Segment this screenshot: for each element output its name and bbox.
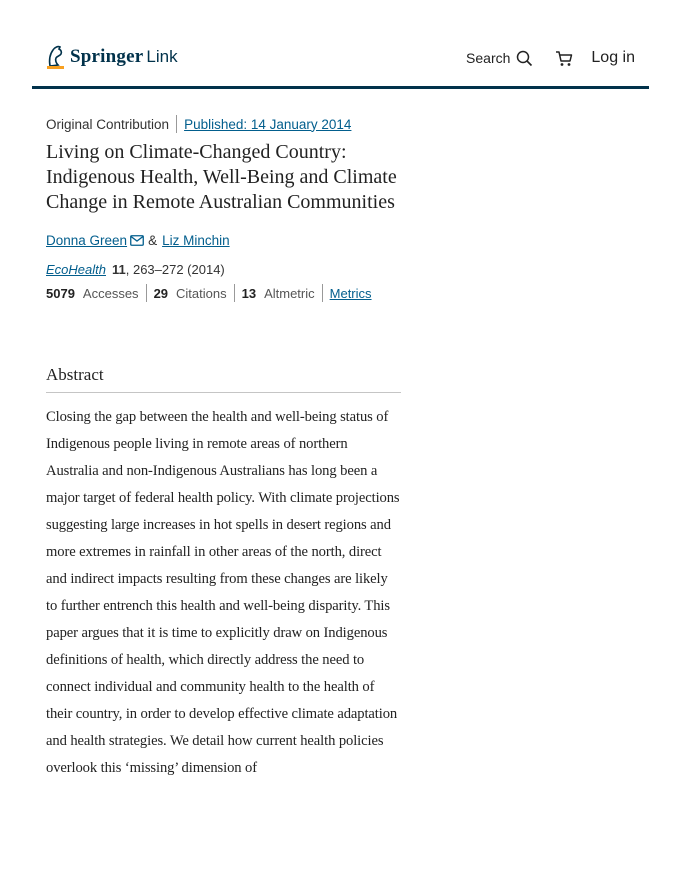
mail-icon xyxy=(130,235,144,246)
author-link[interactable]: Liz Minchin xyxy=(162,233,230,248)
header-nav xyxy=(466,49,635,67)
article-metrics xyxy=(46,283,402,303)
journal-volume: 11 xyxy=(111,262,126,277)
cart-icon xyxy=(555,50,573,67)
author-list xyxy=(46,233,402,248)
article-header xyxy=(46,114,402,303)
metrics-divider xyxy=(322,284,323,302)
citations-label: Citations xyxy=(176,285,227,301)
article-type: Original Contribution xyxy=(46,116,170,132)
abstract-heading: Abstract xyxy=(46,364,401,393)
article-meta xyxy=(46,114,402,134)
abstract-section xyxy=(46,364,401,782)
search-icon xyxy=(516,50,533,67)
journal-citation xyxy=(46,262,402,277)
accesses-count: 5079 xyxy=(46,285,75,301)
login-link[interactable]: Log in xyxy=(591,49,635,66)
altmetric-count: 13 xyxy=(241,285,257,301)
metrics-divider xyxy=(146,284,147,302)
citations-count: 29 xyxy=(153,285,169,301)
metrics-link[interactable]: Metrics xyxy=(329,285,372,301)
journal-pages-year: , 263–272 (2014) xyxy=(125,262,225,277)
springer-horse-icon xyxy=(44,44,66,70)
altmetric-label: Altmetric xyxy=(264,285,315,301)
logo-link: Link xyxy=(146,47,178,66)
article-title: Living on Climate-Changed Country: Indigenous Health, Well-Being and Climate Change in Remote Australian Communities xyxy=(46,141,397,213)
metrics-divider xyxy=(234,284,235,302)
logo-text xyxy=(70,46,178,68)
springer-link-logo[interactable] xyxy=(44,44,178,70)
site-header xyxy=(32,40,649,89)
cart-button[interactable] xyxy=(555,50,573,67)
journal-link[interactable]: EcoHealth xyxy=(46,262,106,277)
published-date-link[interactable]: Published: 14 January 2014 xyxy=(184,116,352,132)
abstract-text: Closing the gap between the health and well-being status of Indigenous people living in remote areas of northern Australia and non-Indigenous Australians has long been a major target of federal health policy. With climate projections suggesting large increases in hot spells in desert regions and more extremes in rainfall in other areas of the north, direct and indirect impacts resulting from these changes are likely to further entrench this health and well-being disparity. This paper argues that it is time to explicitly draw on Indigenous definitions of health, which directly address the need to connect individual and community health to the health of their country, in order to develop effective climate adaptation and health strategies. We detail how current health policies overlook this ‘missing’ dimension of xyxy=(46,409,400,776)
search-button[interactable] xyxy=(466,50,533,67)
meta-divider xyxy=(176,115,177,133)
author-link[interactable]: Donna Green xyxy=(46,233,128,248)
email-author-button[interactable] xyxy=(130,235,144,246)
accesses-label: Accesses xyxy=(82,285,139,301)
author-separator: & xyxy=(148,233,158,248)
logo-brand: Springer xyxy=(70,46,144,67)
search-label: Search xyxy=(466,50,511,66)
